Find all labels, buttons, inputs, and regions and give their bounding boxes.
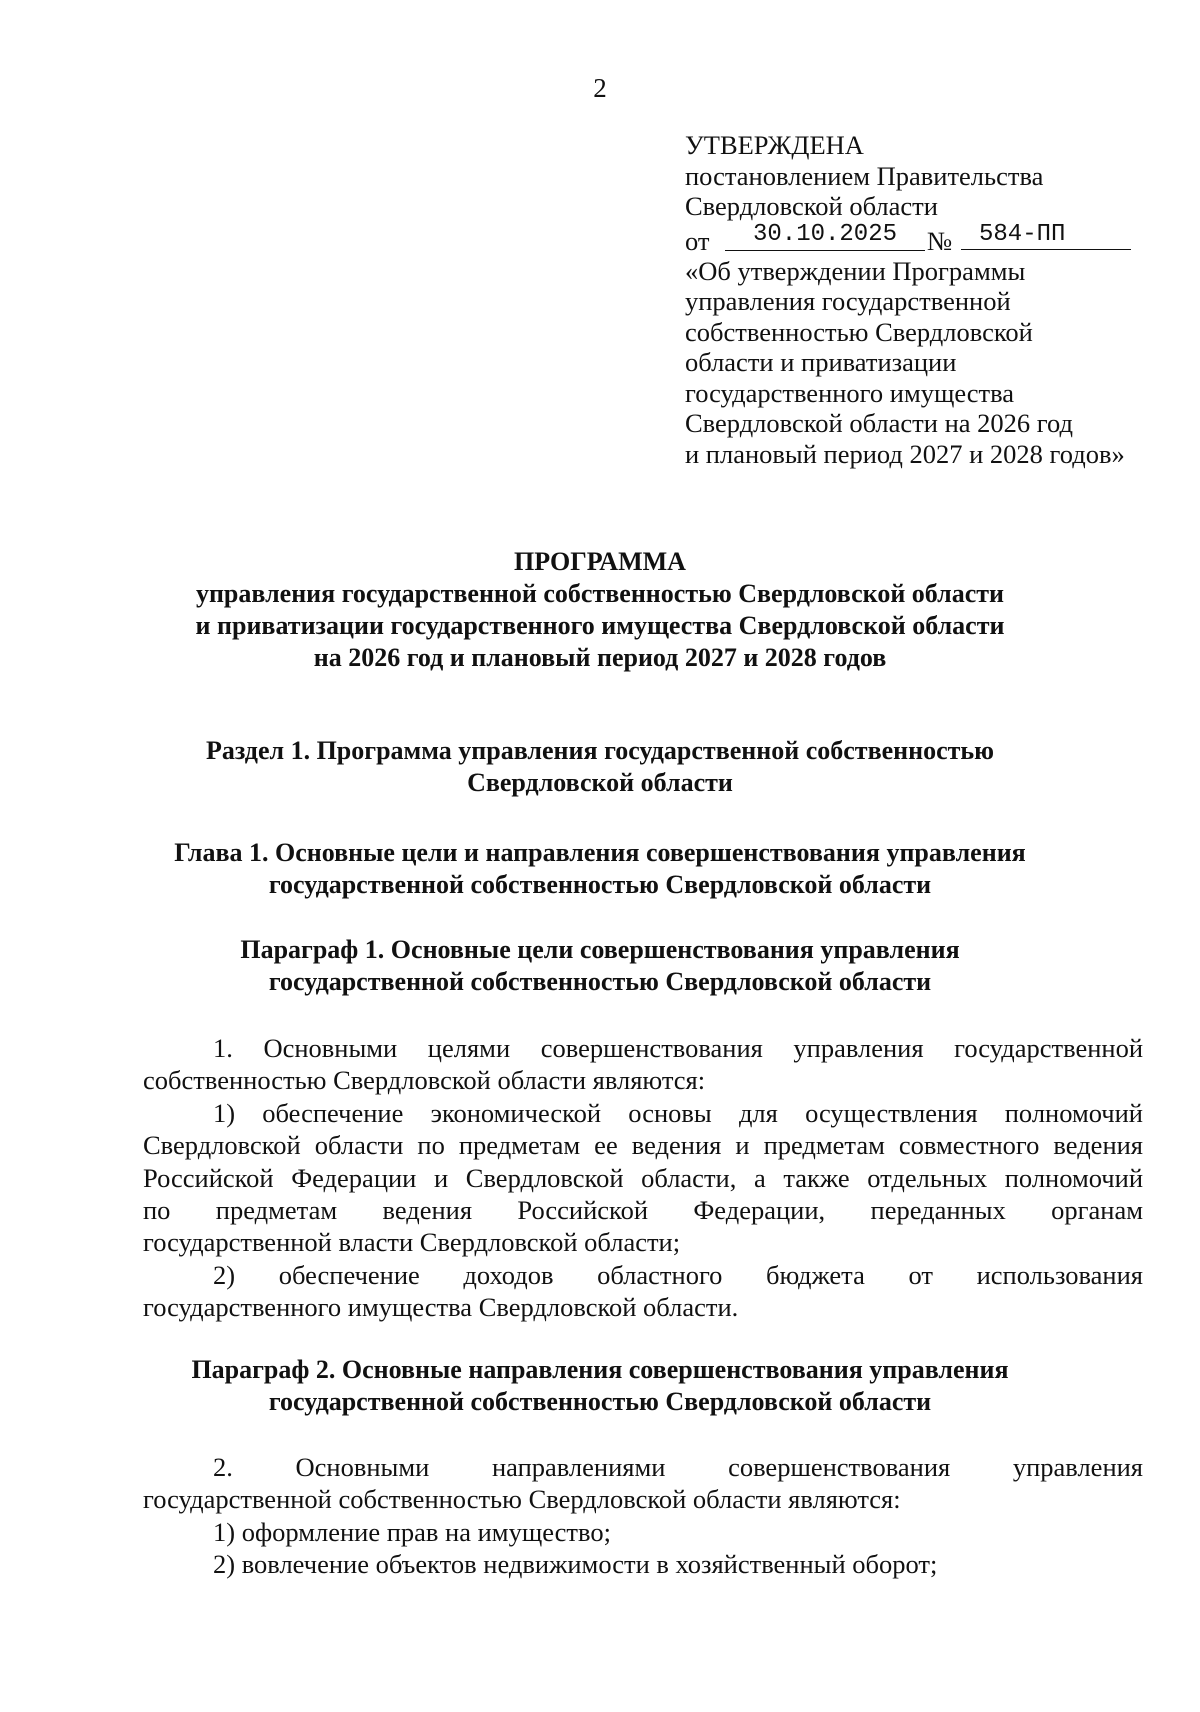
text-line: Свердловской области по предметам ее ведения и предметам совместного ведения [143, 1130, 1143, 1161]
number-value: 584-ПП [961, 222, 1131, 250]
paragraph-2-text [143, 1451, 1143, 1581]
text-line: государственного имущества Свердловской области. [143, 1292, 739, 1323]
date-value: 30.10.2025 [725, 222, 925, 251]
text-line: 1) обеспечение экономической основы для осуществления полномочий [213, 1097, 1143, 1128]
approval-line: Свердловской области [685, 191, 938, 221]
text-line: 1. Основными целями совершенствования управления государственной [213, 1033, 1143, 1063]
text-line: государственной собственностью Свердловской области являются: [143, 1484, 901, 1515]
chapter-1-heading [0, 837, 1200, 901]
program-title-line: и приватизации государственного имущества Свердловской области [195, 611, 1005, 640]
decree-title-line: управления государственной [685, 286, 1011, 316]
paragraph-1-heading [0, 934, 1200, 998]
program-title-line: управления государственной собственностью Свердловской области [195, 579, 1005, 608]
number-label: № [927, 225, 953, 256]
chapter-1-heading-line: государственной собственностью Свердловской области [268, 870, 932, 899]
decree-title-line: государственного имущества [685, 377, 1015, 408]
approval-title: УТВЕРЖДЕНА [685, 130, 864, 160]
section-1-heading [0, 735, 1200, 799]
text-line: государственной власти Свердловской области; [143, 1227, 681, 1258]
decree-title-line: собственностью Свердловской [685, 316, 1033, 347]
decree-title-line: Свердловской области на 2026 год [685, 408, 1073, 438]
approval-line: постановлением Правительства [685, 160, 1044, 191]
text-line: 1) оформление прав на имущество; [213, 1516, 611, 1547]
section-1-heading-line: Свердловской области [467, 768, 733, 797]
paragraph-1-heading-line: Параграф 1. Основные цели совершенствования управления [240, 935, 960, 964]
paragraph-2-heading-line: Параграф 2. Основные направления совершенствования управления [191, 1355, 1009, 1384]
paragraph-1-text [143, 1032, 1143, 1324]
text-line: 2) вовлечение объектов недвижимости в хозяйственный оборот; [213, 1549, 938, 1580]
paragraph-1-heading-line: государственной собственностью Свердловской области [268, 967, 932, 996]
section-1-heading-line: Раздел 1. Программа управления государственной собственностью [205, 736, 995, 765]
program-title-line: на 2026 год и плановый период 2027 и 2028 годов [313, 643, 887, 672]
text-line: Российской Федерации и Свердловской области, а также отдельных полномочий [143, 1162, 1143, 1193]
paragraph-2-heading [0, 1354, 1200, 1418]
program-title [0, 546, 1200, 674]
program-title-line: ПРОГРАММА [514, 547, 686, 576]
text-line: 2) обеспечение доходов областного бюджета от использования [213, 1259, 1143, 1290]
approval-block [685, 130, 1155, 469]
decree-title-line: «Об утверждении Программы [685, 255, 1026, 286]
text-line: по предметам ведения Российской Федерации, переданных органам [143, 1195, 1143, 1226]
text-line: собственностью Свердловской области являются: [143, 1065, 706, 1096]
date-number-line [685, 222, 1155, 256]
chapter-1-heading-line: Глава 1. Основные цели и направления совершенствования управления [174, 838, 1026, 867]
text-line: 2. Основными направлениями совершенствования управления [213, 1452, 1143, 1482]
page-number: 2 [593, 73, 607, 103]
date-label: от [685, 225, 710, 256]
decree-title-line: и плановый период 2027 и 2028 годов» [685, 438, 1125, 469]
decree-title-line: области и приватизации [685, 347, 957, 377]
paragraph-2-heading-line: государственной собственностью Свердловской области [268, 1387, 932, 1416]
